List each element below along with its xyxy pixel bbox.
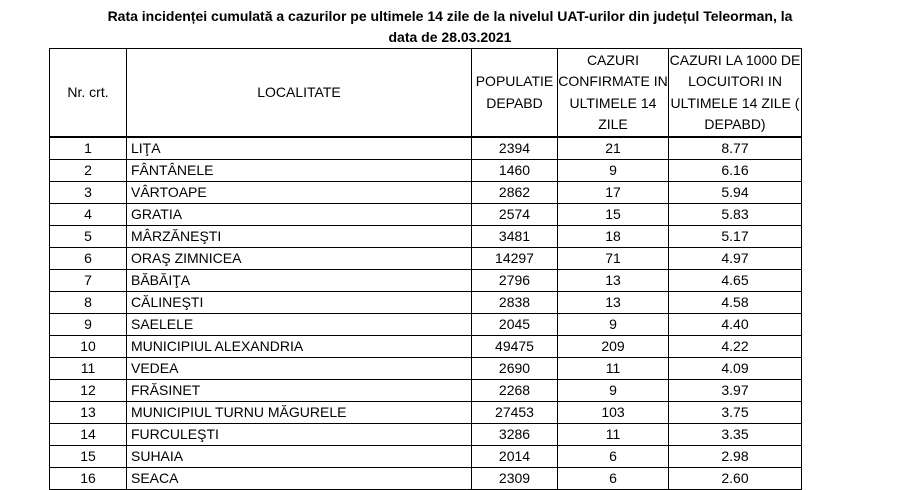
cell-populatie: 2014 — [472, 446, 558, 468]
header-nr: Nr. crt. — [50, 49, 127, 138]
cell-rata: 5.17 — [669, 226, 802, 248]
cell-localitate: MÂRZĂNEŞTI — [127, 226, 472, 248]
cell-populatie: 3286 — [472, 424, 558, 446]
table-row — [50, 137, 802, 160]
cell-cazuri: 18 — [558, 226, 669, 248]
table-row — [50, 424, 802, 446]
cell-populatie: 2838 — [472, 292, 558, 314]
cell-cazuri: 9 — [558, 380, 669, 402]
cell-localitate: SEACA — [127, 468, 472, 490]
cell-rata: 4.58 — [669, 292, 802, 314]
cell-nr: 15 — [50, 446, 127, 468]
cell-rata: 3.97 — [669, 380, 802, 402]
cell-nr: 7 — [50, 270, 127, 292]
cell-nr: 10 — [50, 336, 127, 358]
table-row — [50, 292, 802, 314]
header-cazuri: CAZURI CONFIRMATE IN ULTIMELE 14 ZILE — [558, 49, 669, 138]
table-row — [50, 336, 802, 358]
cell-localitate: FRĂSINET — [127, 380, 472, 402]
cell-localitate: ORAŞ ZIMNICEA — [127, 248, 472, 270]
table-body — [50, 137, 802, 490]
cell-populatie: 3481 — [472, 226, 558, 248]
document-title — [40, 6, 860, 48]
cell-populatie: 2574 — [472, 204, 558, 226]
cell-cazuri: 11 — [558, 358, 669, 380]
cell-localitate: SUHAIA — [127, 446, 472, 468]
table-row — [50, 248, 802, 270]
table-row — [50, 468, 802, 490]
table-row — [50, 204, 802, 226]
cell-cazuri: 11 — [558, 424, 669, 446]
cell-localitate: FÂNTÂNELE — [127, 160, 472, 182]
cell-populatie: 2862 — [472, 182, 558, 204]
cell-rata: 2.98 — [669, 446, 802, 468]
cell-localitate: VEDEA — [127, 358, 472, 380]
table-row — [50, 314, 802, 336]
cell-cazuri: 9 — [558, 160, 669, 182]
cell-populatie: 2394 — [472, 137, 558, 160]
cell-populatie: 2268 — [472, 380, 558, 402]
cell-rata: 5.83 — [669, 204, 802, 226]
cell-rata: 4.40 — [669, 314, 802, 336]
header-rata: CAZURI LA 1000 DE LOCUITORI IN ULTIMELE 14 ZILE ( DEPABD) — [669, 49, 802, 138]
cell-rata: 3.35 — [669, 424, 802, 446]
cell-rata: 4.65 — [669, 270, 802, 292]
cell-rata: 4.09 — [669, 358, 802, 380]
cell-rata: 6.16 — [669, 160, 802, 182]
cell-nr: 9 — [50, 314, 127, 336]
table-row — [50, 226, 802, 248]
cell-rata: 4.22 — [669, 336, 802, 358]
cell-rata: 4.97 — [669, 248, 802, 270]
incidence-table — [49, 48, 802, 490]
cell-populatie: 49475 — [472, 336, 558, 358]
cell-localitate: MUNICIPIUL ALEXANDRIA — [127, 336, 472, 358]
cell-localitate: BĂBĂIŢA — [127, 270, 472, 292]
table-row — [50, 380, 802, 402]
cell-nr: 3 — [50, 182, 127, 204]
cell-rata: 3.75 — [669, 402, 802, 424]
cell-localitate: LIŢA — [127, 137, 472, 160]
cell-cazuri: 6 — [558, 468, 669, 490]
cell-cazuri: 15 — [558, 204, 669, 226]
cell-localitate: GRATIA — [127, 204, 472, 226]
cell-populatie: 2796 — [472, 270, 558, 292]
title-line-2: data de 28.03.2021 — [388, 29, 512, 45]
cell-cazuri: 21 — [558, 137, 669, 160]
cell-localitate: CĂLINEŞTI — [127, 292, 472, 314]
cell-cazuri: 103 — [558, 402, 669, 424]
cell-localitate: SAELELE — [127, 314, 472, 336]
cell-nr: 11 — [50, 358, 127, 380]
table-row — [50, 160, 802, 182]
cell-nr: 14 — [50, 424, 127, 446]
cell-rata: 5.94 — [669, 182, 802, 204]
cell-cazuri: 6 — [558, 446, 669, 468]
cell-populatie: 14297 — [472, 248, 558, 270]
cell-nr: 12 — [50, 380, 127, 402]
table-row — [50, 358, 802, 380]
cell-populatie: 2045 — [472, 314, 558, 336]
table-row — [50, 402, 802, 424]
cell-localitate: FURCULEŞTI — [127, 424, 472, 446]
header-localitate: LOCALITATE — [127, 49, 472, 138]
cell-nr: 13 — [50, 402, 127, 424]
cell-rata: 8.77 — [669, 137, 802, 160]
cell-nr: 8 — [50, 292, 127, 314]
cell-cazuri: 13 — [558, 292, 669, 314]
table-row — [50, 182, 802, 204]
cell-populatie: 1460 — [472, 160, 558, 182]
cell-populatie: 2309 — [472, 468, 558, 490]
cell-cazuri: 17 — [558, 182, 669, 204]
title-line-1: Rata incidenței cumulată a cazurilor pe ultimele 14 zile de la nivelul UAT-urilor din județul Teleorman, la — [107, 8, 793, 24]
cell-cazuri: 209 — [558, 336, 669, 358]
cell-rata: 2.60 — [669, 468, 802, 490]
cell-nr: 1 — [50, 137, 127, 160]
cell-cazuri: 13 — [558, 270, 669, 292]
header-populatie: POPULATIE DEPABD — [472, 49, 558, 138]
cell-nr: 16 — [50, 468, 127, 490]
cell-populatie: 2690 — [472, 358, 558, 380]
cell-nr: 6 — [50, 248, 127, 270]
cell-localitate: VÂRTOAPE — [127, 182, 472, 204]
table-row — [50, 270, 802, 292]
table-header-row — [50, 49, 802, 138]
cell-nr: 4 — [50, 204, 127, 226]
cell-localitate: MUNICIPIUL TURNU MĂGURELE — [127, 402, 472, 424]
cell-cazuri: 9 — [558, 314, 669, 336]
cell-nr: 2 — [50, 160, 127, 182]
table-row — [50, 446, 802, 468]
cell-populatie: 27453 — [472, 402, 558, 424]
cell-nr: 5 — [50, 226, 127, 248]
cell-cazuri: 71 — [558, 248, 669, 270]
